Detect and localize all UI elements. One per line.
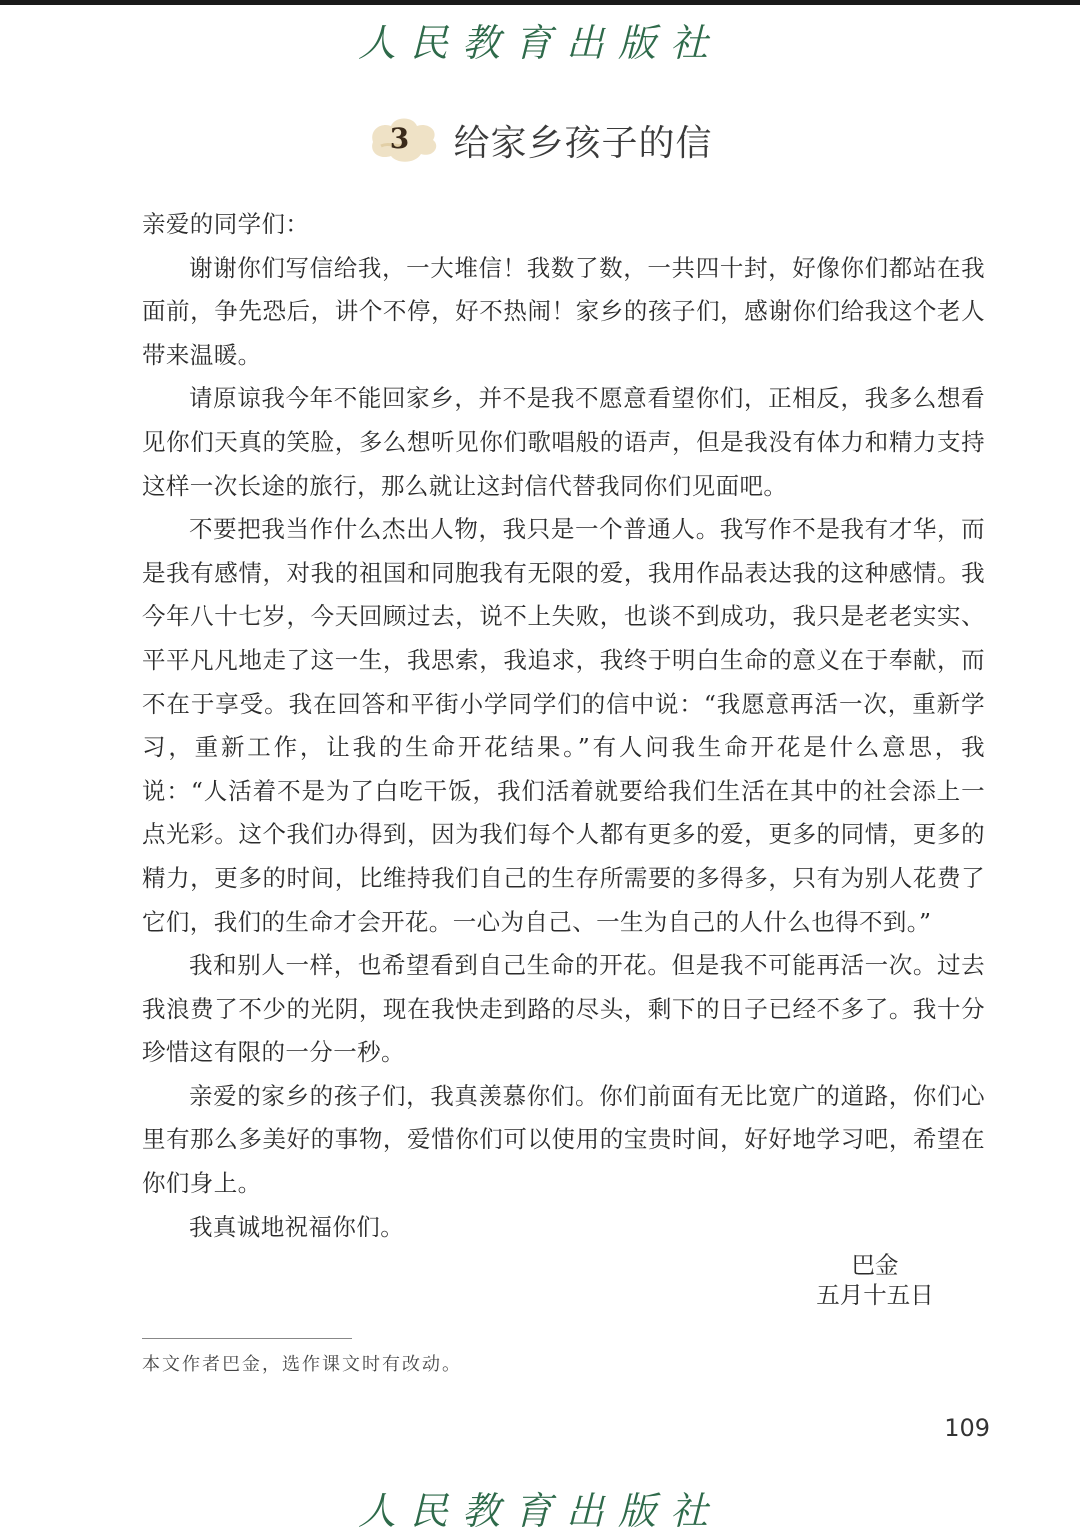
publisher-watermark-top: 人民教育出版社 bbox=[357, 21, 722, 65]
letter-body bbox=[142, 203, 985, 1249]
letter-paragraph: 亲爱的家乡的孩子们，我真羡慕你们。你们前面有无比宽广的道路，你们心里有那么多美好的事物，爱惜你们可以使用的宝贵时间，好好地学习吧，希望在你们身上。 bbox=[142, 1081, 985, 1198]
signature-date: 五月十五日 bbox=[816, 1281, 934, 1309]
letter-paragraph: 我和别人一样，也希望看到自己生命的开花。但是我不可能再活一次。过去我浪费了不少的光阴，现在我快走到路的尽头，剩下的日子已经不多了。我十分珍惜这有限的一分一秒。 bbox=[142, 951, 985, 1067]
letter-salutation: 亲爱的同学们： bbox=[142, 210, 310, 238]
lesson-number: 3 bbox=[389, 122, 410, 155]
lesson-title: 给家乡孩子的信 bbox=[453, 122, 713, 164]
letter-paragraph: 不要把我当作什么杰出人物，我只是一个普通人。我写作不是我有才华，而是我有感情，对我的祖国和同胞我有无限的爱，我用作品表达我的这种感情。我今年八十七岁，今天回顾过去，说不上失败，也谈不到成功，我只是老老实实、平平凡凡地走了这一生，我思索，我追求，我终于明白生命的意义在于奉献，而不在于享受。我在回答和平街小学同学们的信中说：“我愿意再活一次，重新学习，重新工作，让我的生命开花结果。”有人问我生命开花是什么意思，我说：“人活着不是为了白吃干饭，我们活着就要给我们生活在其中的社会添上一点光彩。这个我们办得到，因为我们每个人都有更多的爱，更多的同情，更多的精力，更多的时间，比维持我们自己的生存所需要的多得多，只有为别人花费了它们，我们的生命才会开花。一心为自己、一生为自己的人什么也得不到。” bbox=[142, 515, 985, 936]
lesson-header bbox=[0, 112, 1080, 168]
letter-paragraph: 我真诚地祝福你们。 bbox=[189, 1212, 405, 1241]
top-edge bbox=[0, 0, 1080, 5]
letter-signoff bbox=[800, 1250, 950, 1310]
lesson-badge bbox=[367, 112, 441, 168]
publisher-watermark-bottom: 人民教育出版社 bbox=[357, 1489, 722, 1533]
footnote-divider bbox=[142, 1338, 352, 1339]
letter-paragraph: 谢谢你们写信给我，一大堆信！我数了数，一共四十封，好像你们都站在我面前，争先恐后，讲个不停，好不热闹！家乡的孩子们，感谢你们给我这个老人带来温暖。 bbox=[142, 253, 985, 369]
footnote: 本文作者巴金，选作课文时有改动。 bbox=[142, 1354, 462, 1375]
letter-paragraph: 请原谅我今年不能回家乡，并不是我不愿意看望你们，正相反，我多么想看见你们天真的笑脸，多么想听见你们歌唱般的语声，但是我没有体力和精力支持这样一次长途的旅行，那么就让这封信代替我同你们见面吧。 bbox=[142, 384, 985, 500]
signature-name: 巴金 bbox=[851, 1251, 899, 1279]
page-number: 109 bbox=[944, 1414, 990, 1442]
